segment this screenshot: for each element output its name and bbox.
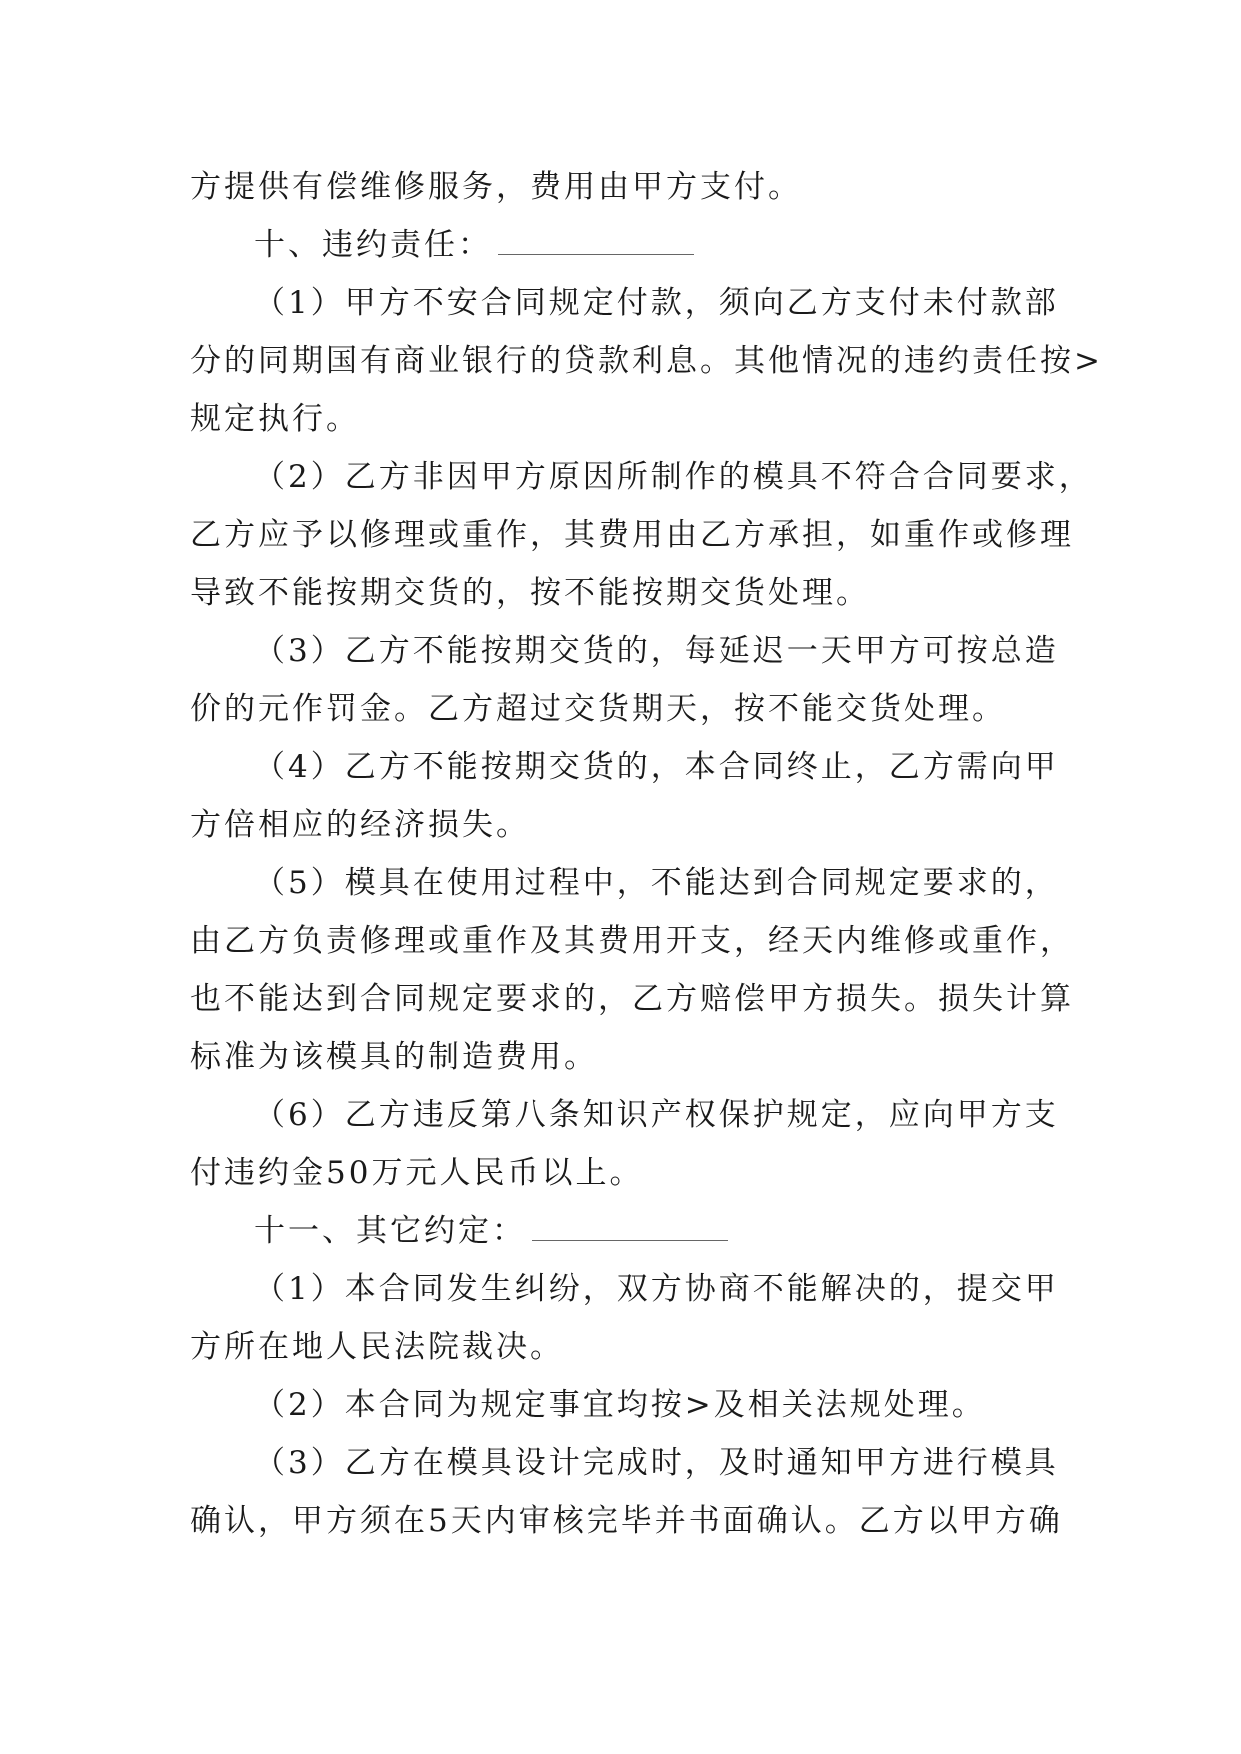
- text-line: （1）本合同发生纠纷，双方协商不能解决的，提交甲: [254, 1271, 1059, 1307]
- text-line: 由乙方负责修理或重作及其费用开支，经天内维修或重作，: [190, 923, 1074, 959]
- text-line: （4）乙方不能按期交货的，本合同终止，乙方需向甲: [254, 749, 1059, 785]
- clause-11-1: [190, 1260, 1070, 1376]
- text-line: 分的同期国有商业银行的贷款利息。其他情况的违约责任按>: [190, 343, 1103, 379]
- text-line: 也不能达到合同规定要求的，乙方赔偿甲方损失。损失计算: [190, 981, 1074, 1017]
- text-line: （2）乙方非因甲方原因所制作的模具不符合合同要求，: [254, 459, 1093, 495]
- text-line: 付违约金50万元人民币以上。: [190, 1155, 644, 1191]
- clause-10-5: [190, 854, 1074, 1086]
- section-heading-text: 十、违约责任：: [254, 227, 492, 263]
- section-heading-other: [190, 1202, 1070, 1260]
- text-line: 价的元作罚金。乙方超过交货期天，按不能交货处理。: [190, 691, 1006, 727]
- section-heading-text: 十一、其它约定：: [254, 1213, 526, 1249]
- clause-11-2: [190, 1376, 1070, 1434]
- text-line: 导致不能按期交货的，按不能按期交货处理。: [190, 575, 870, 611]
- text-line: 规定执行。: [190, 401, 360, 437]
- clause-10-3: [190, 622, 1070, 738]
- text-line: 方倍相应的经济损失。: [190, 807, 530, 843]
- fill-in-blank: [532, 1210, 728, 1241]
- text-line: （3）乙方在模具设计完成时，及时通知甲方进行模具: [254, 1445, 1059, 1481]
- text-line: （2）本合同为规定事宜均按>及相关法规处理。: [254, 1387, 986, 1423]
- document-body: [190, 158, 1103, 1550]
- paragraph-continuation: [190, 158, 1070, 216]
- clause-11-3: [190, 1434, 1070, 1550]
- fill-in-blank: [498, 224, 694, 255]
- text-line: 标准为该模具的制造费用。: [190, 1039, 598, 1075]
- clause-10-2: [190, 448, 1093, 622]
- clause-10-1: [190, 274, 1103, 448]
- text-line: （5）模具在使用过程中，不能达到合同规定要求的，: [254, 865, 1059, 901]
- clause-10-4: [190, 738, 1070, 854]
- text-line: 方提供有偿维修服务，费用由甲方支付。: [190, 169, 802, 205]
- clause-10-6: [190, 1086, 1070, 1202]
- text-line: 乙方应予以修理或重作，其费用由乙方承担，如重作或修理: [190, 517, 1074, 553]
- text-line: （3）乙方不能按期交货的，每延迟一天甲方可按总造: [254, 633, 1059, 669]
- text-line: 方所在地人民法院裁决。: [190, 1329, 564, 1365]
- text-line: （1）甲方不安合同规定付款，须向乙方支付未付款部: [254, 285, 1059, 321]
- section-heading-liability: [190, 216, 1070, 274]
- text-line: （6）乙方违反第八条知识产权保护规定，应向甲方支: [254, 1097, 1059, 1133]
- text-line: 确认，甲方须在5天内审核完毕并书面确认。乙方以甲方确: [190, 1503, 1063, 1539]
